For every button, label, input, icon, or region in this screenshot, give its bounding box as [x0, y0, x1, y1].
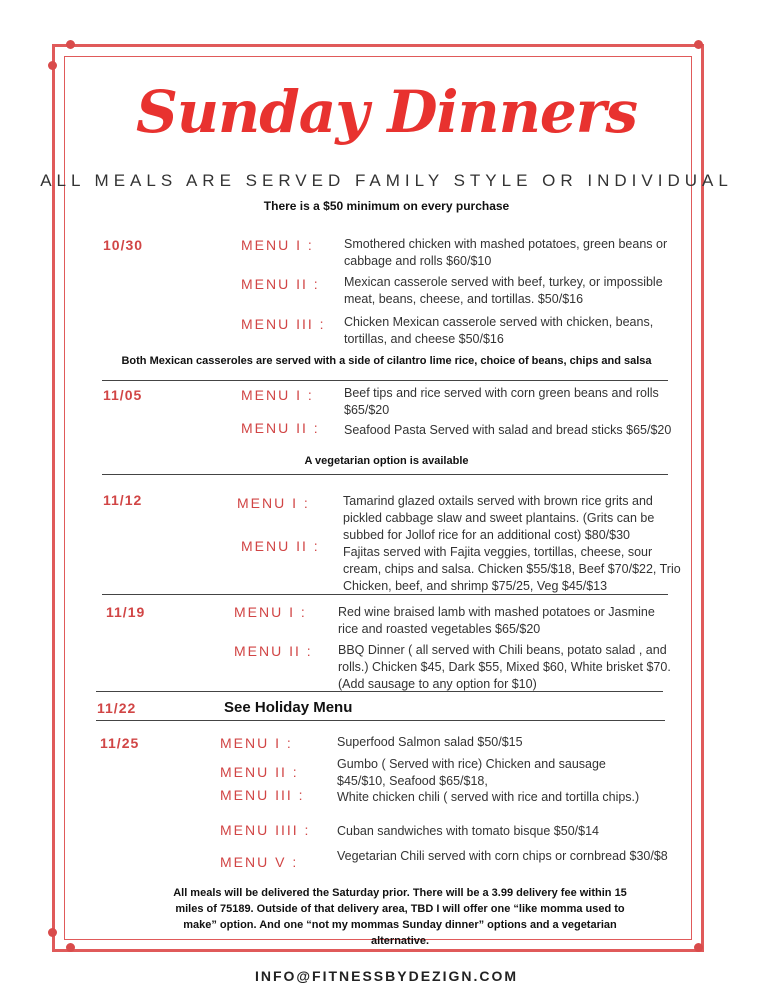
menu-label: MENU I : [237, 495, 310, 511]
corner-dot-top-right [694, 40, 703, 49]
corner-dot-bottom-left [66, 943, 75, 952]
section-date: 10/30 [103, 237, 144, 253]
corner-dot-bottom-right [694, 943, 703, 952]
menu-description: Red wine braised lamb with mashed potatoes or Jasmine rice and roasted vegetables $65/$20 [338, 605, 655, 636]
menu-label: MENU II : [220, 764, 299, 780]
menu-label: MENU II : [241, 276, 320, 292]
menu-description: Gumbo ( Served with rice) Chicken and sausage $45/$10, Seafood $65/$18, [337, 757, 606, 788]
menu-description: Beef tips and rice served with corn green beans and rolls $65/$20 [344, 386, 659, 417]
page-subtitle: ALL MEALS ARE SERVED FAMILY STYLE OR INDIVIDUAL [40, 171, 733, 190]
menu-label: MENU I : [220, 735, 293, 751]
menu-description: Seafood Pasta Served with salad and bread sticks $65/$20 [344, 423, 672, 437]
delivery-note: All meals will be delivered the Saturday prior. There will be a 3.99 delivery fee within 15 miles of 75189. Outside of that delivery area, TBD I will offer one “like momma used to make” option. And one “not my mommas Sunday dinner” options and a vegetarian alternative. [173, 887, 627, 947]
menu-description: Mexican casserole served with beef, turkey, or impossible meat, beans, cheese, and tortillas. $50/$16 [344, 275, 663, 306]
menu-label: MENU IIII : [220, 822, 311, 838]
menu-description: Vegetarian Chili served with corn chips or cornbread $30/$8 [337, 849, 668, 863]
menu-description: White chicken chili ( served with rice and tortilla chips.) [337, 790, 640, 804]
section-note: Both Mexican casseroles are served with a side of cilantro lime rice, choice of beans, chips and salsa [121, 355, 652, 367]
section-note: A vegetarian option is available [304, 455, 469, 467]
menu-description: BBQ Dinner ( all served with Chili beans, potato salad , and rolls.) Chicken $45, Dark $55, Mixed $60, White brisket $70. (Add sausage to any option for $10) [338, 643, 671, 691]
divider [96, 691, 663, 692]
divider [96, 720, 665, 721]
divider [102, 380, 668, 381]
contact-email[interactable]: INFO@FITNESSBYDEZIGN.COM [254, 968, 519, 984]
menu-label: MENU II : [241, 538, 320, 554]
menu-label: MENU III : [241, 316, 326, 332]
menu-description: Tamarind glazed oxtails served with brown rice grits and pickled cabbage slaw and sweet plantains. (Grits can be subbed for Jollof rice for an additional cost) $80/$30 [343, 494, 655, 542]
corner-dot-left-top [48, 61, 57, 70]
menu-description: Fajitas served with Fajita veggies, tortillas, cheese, sour cream, chips and salsa. Chicken $55/$18, Beef $70/$22, Trio Chicken, beef, and shrimp $75/25, Veg $45/$13 [343, 545, 681, 593]
divider [102, 474, 668, 475]
menu-label: MENU I : [241, 387, 314, 403]
holiday-menu-link: See Holiday Menu [224, 699, 353, 716]
section-date: 11/12 [103, 492, 143, 508]
divider [102, 594, 668, 595]
menu-label: MENU V : [220, 854, 299, 870]
page-title: Sunday Dinners [135, 78, 638, 146]
corner-dot-left-bottom [48, 928, 57, 937]
menu-label: MENU I : [234, 604, 307, 620]
minimum-note: There is a $50 minimum on every purchase [263, 199, 510, 213]
corner-dot-top-left [66, 40, 75, 49]
menu-description: Chicken Mexican casserole served with chicken, beans, tortillas, and cheese $50/$16 [344, 315, 654, 346]
menu-description: Cuban sandwiches with tomato bisque $50/$14 [337, 824, 599, 838]
menu-label: MENU II : [234, 643, 313, 659]
menu-label: MENU III : [220, 787, 305, 803]
menu-label: MENU II : [241, 420, 320, 436]
section-date: 11/05 [103, 387, 143, 403]
menu-description: Smothered chicken with mashed potatoes, green beans or cabbage and rolls $60/$10 [344, 237, 668, 268]
section-date: 11/25 [100, 735, 140, 751]
section-date: 11/19 [106, 604, 146, 620]
menu-description: Superfood Salmon salad $50/$15 [337, 735, 523, 749]
section-date: 11/22 [97, 700, 137, 716]
menu-label: MENU I : [241, 237, 314, 253]
